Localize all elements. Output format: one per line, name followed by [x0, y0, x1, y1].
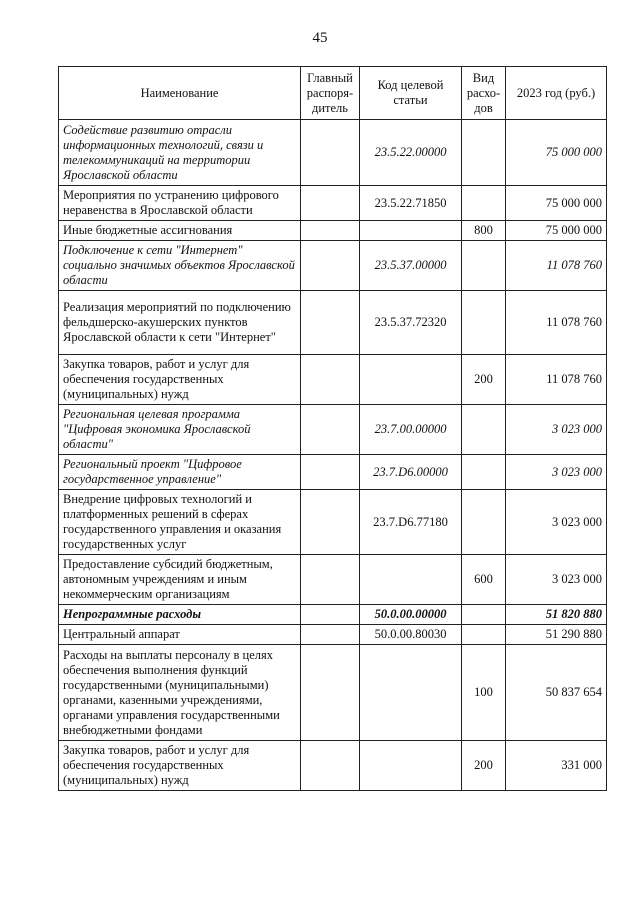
row-type-cell	[462, 291, 506, 355]
row-admin-cell	[301, 291, 360, 355]
row-name-cell: Региональный проект "Цифровое государственное управление"	[59, 455, 301, 490]
row-sum-cell: 75 000 000	[506, 120, 607, 186]
row-name-cell: Непрограммные расходы	[59, 605, 301, 625]
row-admin-cell	[301, 355, 360, 405]
table-header-row	[59, 67, 607, 120]
row-type-cell: 100	[462, 645, 506, 741]
row-name-cell: Внедрение цифровых технологий и платформенных решений в сферах государственного управления и оказания государственных услуг	[59, 490, 301, 555]
row-sum-cell: 11 078 760	[506, 291, 607, 355]
budget-table	[58, 66, 607, 791]
row-sum-cell: 75 000 000	[506, 221, 607, 241]
header-admin: Главный распоря-дитель	[301, 67, 360, 120]
row-type-cell: 200	[462, 741, 506, 791]
row-admin-cell	[301, 120, 360, 186]
table-row	[59, 405, 607, 455]
row-code-cell: 50.0.00.00000	[360, 605, 462, 625]
row-type-cell	[462, 455, 506, 490]
row-sum-cell: 50 837 654	[506, 645, 607, 741]
row-admin-cell	[301, 625, 360, 645]
row-sum-cell: 11 078 760	[506, 241, 607, 291]
row-code-cell	[360, 645, 462, 741]
row-type-cell: 600	[462, 555, 506, 605]
table-row	[59, 645, 607, 741]
row-type-cell: 200	[462, 355, 506, 405]
header-code: Код целевой статьи	[360, 67, 462, 120]
header-type: Вид расхо-дов	[462, 67, 506, 120]
row-code-cell	[360, 221, 462, 241]
row-sum-cell: 11 078 760	[506, 355, 607, 405]
row-admin-cell	[301, 405, 360, 455]
row-admin-cell	[301, 645, 360, 741]
row-sum-cell: 3 023 000	[506, 490, 607, 555]
table-row	[59, 120, 607, 186]
row-code-cell	[360, 355, 462, 405]
row-code-cell: 23.5.22.71850	[360, 186, 462, 221]
row-sum-cell: 51 290 880	[506, 625, 607, 645]
row-code-cell: 23.5.22.00000	[360, 120, 462, 186]
table-row	[59, 291, 607, 355]
row-name-cell: Мероприятия по устранению цифрового неравенства в Ярославской области	[59, 186, 301, 221]
header-sum: 2023 год (руб.)	[506, 67, 607, 120]
row-type-cell	[462, 186, 506, 221]
row-code-cell	[360, 741, 462, 791]
table-row	[59, 555, 607, 605]
row-sum-cell: 51 820 880	[506, 605, 607, 625]
row-sum-cell: 75 000 000	[506, 186, 607, 221]
page-number: 45	[312, 30, 328, 46]
row-admin-cell	[301, 741, 360, 791]
row-name-cell: Закупка товаров, работ и услуг для обеспечения государственных (муниципальных) нужд	[59, 355, 301, 405]
row-code-cell: 23.5.37.00000	[360, 241, 462, 291]
row-admin-cell	[301, 186, 360, 221]
row-code-cell: 23.7.D6.00000	[360, 455, 462, 490]
row-admin-cell	[301, 555, 360, 605]
row-name-cell: Региональная целевая программа "Цифровая экономика Ярославской области"	[59, 405, 301, 455]
row-code-cell: 23.7.D6.77180	[360, 490, 462, 555]
row-sum-cell: 3 023 000	[506, 555, 607, 605]
row-name-cell: Предоставление субсидий бюджетным, автономным учреждениям и иным некоммерческим организациям	[59, 555, 301, 605]
table-row	[59, 186, 607, 221]
row-admin-cell	[301, 490, 360, 555]
table-row	[59, 490, 607, 555]
row-type-cell	[462, 405, 506, 455]
table-row	[59, 355, 607, 405]
row-name-cell: Иные бюджетные ассигнования	[59, 221, 301, 241]
table-row	[59, 741, 607, 791]
row-type-cell	[462, 605, 506, 625]
table-row	[59, 605, 607, 625]
row-admin-cell	[301, 455, 360, 490]
row-admin-cell	[301, 241, 360, 291]
table-row	[59, 241, 607, 291]
row-code-cell	[360, 555, 462, 605]
row-code-cell: 23.5.37.72320	[360, 291, 462, 355]
row-name-cell: Содействие развитию отрасли информационных технологий, связи и телекоммуникаций на территории Ярославской области	[59, 120, 301, 186]
row-code-cell: 23.7.00.00000	[360, 405, 462, 455]
table-row	[59, 221, 607, 241]
header-name: Наименование	[59, 67, 301, 120]
row-type-cell	[462, 490, 506, 555]
table-row	[59, 625, 607, 645]
row-name-cell: Подключение к сети "Интернет" социально значимых объектов Ярославской области	[59, 241, 301, 291]
row-sum-cell: 331 000	[506, 741, 607, 791]
row-code-cell: 50.0.00.80030	[360, 625, 462, 645]
row-name-cell: Закупка товаров, работ и услуг для обеспечения государственных (муниципальных) нужд	[59, 741, 301, 791]
row-admin-cell	[301, 605, 360, 625]
row-type-cell	[462, 120, 506, 186]
row-sum-cell: 3 023 000	[506, 405, 607, 455]
row-name-cell: Расходы на выплаты персоналу в целях обеспечения выполнения функций государственными (муниципальными) органами, казенными учреждениями, органами управления государственными внебюджетными фондами	[59, 645, 301, 741]
row-admin-cell	[301, 221, 360, 241]
row-type-cell: 800	[462, 221, 506, 241]
row-type-cell	[462, 625, 506, 645]
row-name-cell: Реализация мероприятий по подключению фельдшерско-акушерских пунктов Ярославской области к сети "Интернет"	[59, 291, 301, 355]
row-name-cell: Центральный аппарат	[59, 625, 301, 645]
row-type-cell	[462, 241, 506, 291]
table-body	[59, 120, 607, 791]
table-row	[59, 455, 607, 490]
row-sum-cell: 3 023 000	[506, 455, 607, 490]
